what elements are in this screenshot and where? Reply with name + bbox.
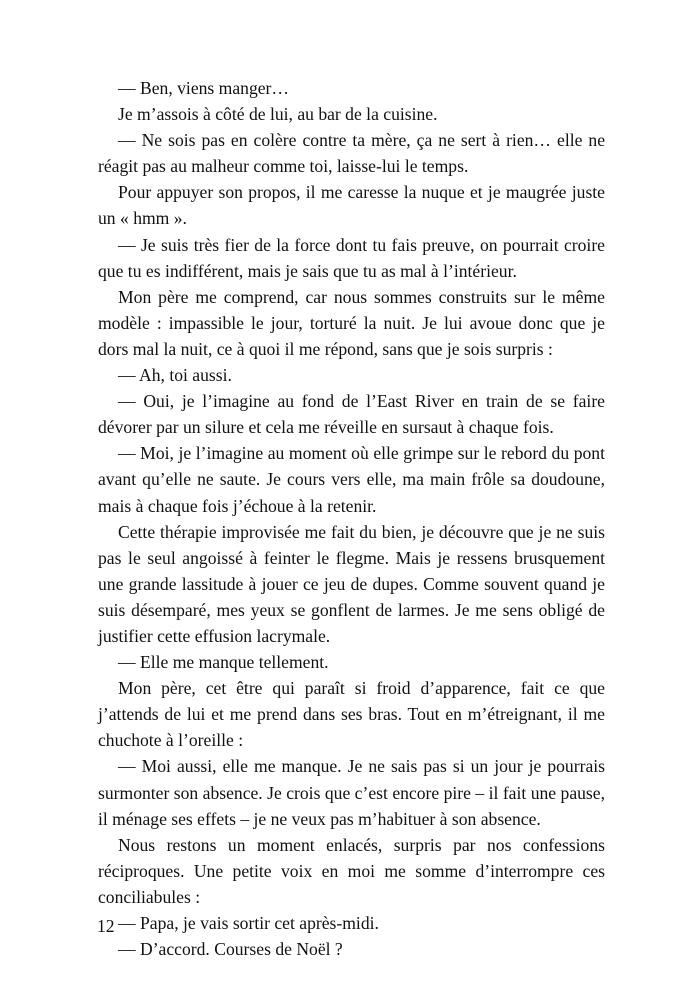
paragraph: Mon père, cet être qui paraît si froid d’apparence, fait ce que j’attends de lui et me prend dans ses bras. Tout en m’étreignant, il me chuchote à l’oreille : xyxy=(98,678,605,751)
paragraph: Pour appuyer son propos, il me caresse la nuque et je maugrée juste un « hmm ». xyxy=(98,182,605,229)
body-text xyxy=(98,75,605,962)
paragraph: Nous restons un moment enlacés, surpris par nos confessions réciproques. Une petite voix en moi me somme d’interrompre ces conciliabules : xyxy=(98,834,605,907)
paragraph: — D’accord. Courses de Noël ? xyxy=(118,939,343,960)
paragraph: — Papa, je vais sortir cet après-midi. xyxy=(118,913,379,933)
page-number: 12 xyxy=(97,916,115,936)
paragraph: — Ah, toi aussi. xyxy=(118,365,232,386)
paragraph: Je m’assois à côté de lui, au bar de la cuisine. xyxy=(118,104,438,125)
paragraph: — Ben, viens manger… xyxy=(118,78,290,98)
paragraph: — Je suis très fier de la force dont tu fais preuve, on pourrait croire que tu es indifférent, mais je sais que tu as mal à l’intérieur. xyxy=(98,234,605,281)
paragraph: — Moi, je l’imagine au moment où elle grimpe sur le rebord du pont avant qu’elle ne saute. Je cours vers elle, ma main frôle sa doudoune, mais à chaque fois j’échoue à la retenir. xyxy=(98,443,605,516)
paragraph: Mon père me comprend, car nous sommes construits sur le même modèle : impassible le jour, torturé la nuit. Je lui avoue donc que je dors mal la nuit, ce à quoi il me répond, sans que je sois surpris : xyxy=(98,286,605,359)
paragraph: — Elle me manque tellement. xyxy=(118,652,329,673)
paragraph: — Oui, je l’imagine au fond de l’East River en train de se faire dévorer par un silure et cela me réveille en sursaut à chaque fois. xyxy=(98,391,605,438)
paragraph: — Moi aussi, elle me manque. Je ne sais pas si un jour je pourrais surmonter son absence. Je crois que c’est encore pire – il fait une pause, il ménage ses effets – je ne veux pas m’habituer à son absence. xyxy=(98,756,605,829)
paragraph: Cette thérapie improvisée me fait du bien, je découvre que je ne suis pas le seul angoissé à feinter le flegme. Mais je ressens brusquement une grande lassitude à jouer ce jeu de dupes. Comme souvent quand je suis désemparé, mes yeux se gonflent de larmes. Je me sens obligé de justifier cette effusion lacrymale. xyxy=(98,521,605,646)
paragraph: — Ne sois pas en colère contre ta mère, ça ne sert à rien… elle ne réagit pas au malheur comme toi, laisse-lui le temps. xyxy=(98,130,605,177)
